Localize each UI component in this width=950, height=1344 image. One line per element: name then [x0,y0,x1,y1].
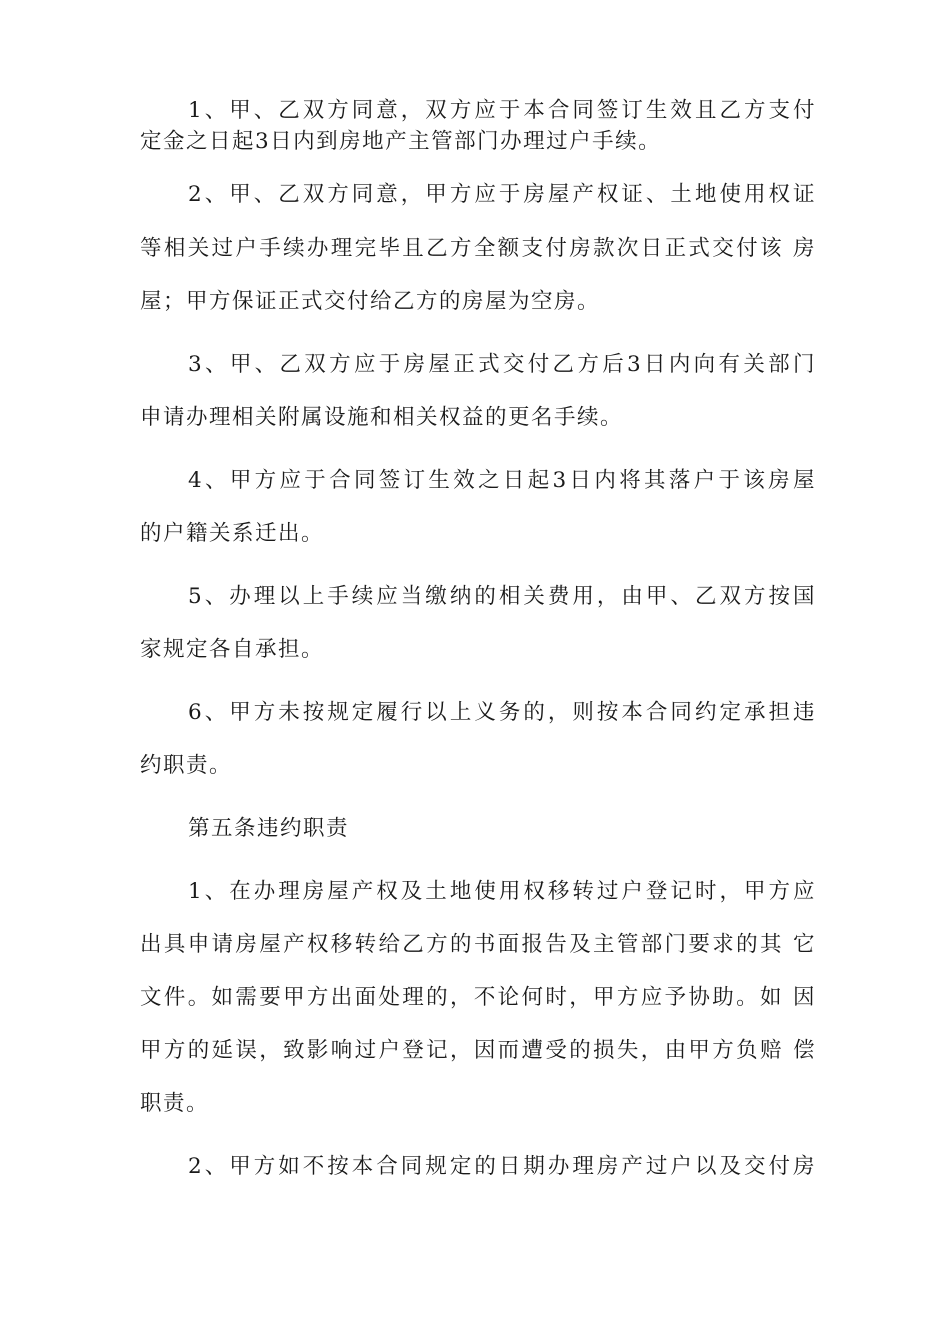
paragraph-7-line-3: 文件。如需要甲方出面处理的，不论何时，甲方应予协助。如 因 [140,985,816,1010]
paragraph-1-line-1: 1、甲、乙双方同意，双方应于本合同签订生效且乙方支付 [188,98,816,123]
paragraph-2-line-3: 屋；甲方保证正式交付给乙方的房屋为空房。 [140,289,601,314]
paragraph-7-line-4: 甲方的延误，致影响过户登记，因而遭受的损失，由甲方负赔 偿 [140,1038,816,1063]
paragraph-4-line-1: 4、甲方应于合同签订生效之日起3日内将其落户于该房屋 [188,468,816,493]
section-heading: 第五条违约职责 [188,816,350,841]
paragraph-8-line-1: 2、甲方如不按本合同规定的日期办理房产过户以及交付房 [188,1154,816,1179]
paragraph-6-line-1: 6、甲方未按规定履行以上义务的，则按本合同约定承担违 [188,700,816,725]
paragraph-2-line-1: 2、甲、乙双方同意，甲方应于房屋产权证、土地使用权证 [188,182,816,207]
paragraph-5-line-2: 家规定各自承担。 [140,637,325,662]
paragraph-5-line-1: 5、办理以上手续应当缴纳的相关费用，由甲、乙双方按国 [188,584,816,609]
paragraph-1-line-2: 定金之日起3日内到房地产主管部门办理过户手续。 [140,129,662,154]
paragraph-6-line-2: 约职责。 [140,753,233,778]
paragraph-7-line-1: 1、在办理房屋产权及土地使用权移转过户登记时，甲方应 [188,879,816,904]
paragraph-3-line-2: 申请办理相关附属设施和相关权益的更名手续。 [140,405,624,430]
paragraph-7-line-5: 职责。 [140,1091,210,1116]
paragraph-4-line-2: 的户籍关系迁出。 [140,521,325,546]
paragraph-7-line-2: 出具申请房屋产权移转给乙方的书面报告及主管部门要求的其 它 [140,932,816,957]
paragraph-3-line-1: 3、甲、乙双方应于房屋正式交付乙方后3日内向有关部门 [188,352,816,377]
paragraph-2-line-2: 等相关过户手续办理完毕且乙方全额支付房款次日正式交付该 房 [140,236,816,261]
